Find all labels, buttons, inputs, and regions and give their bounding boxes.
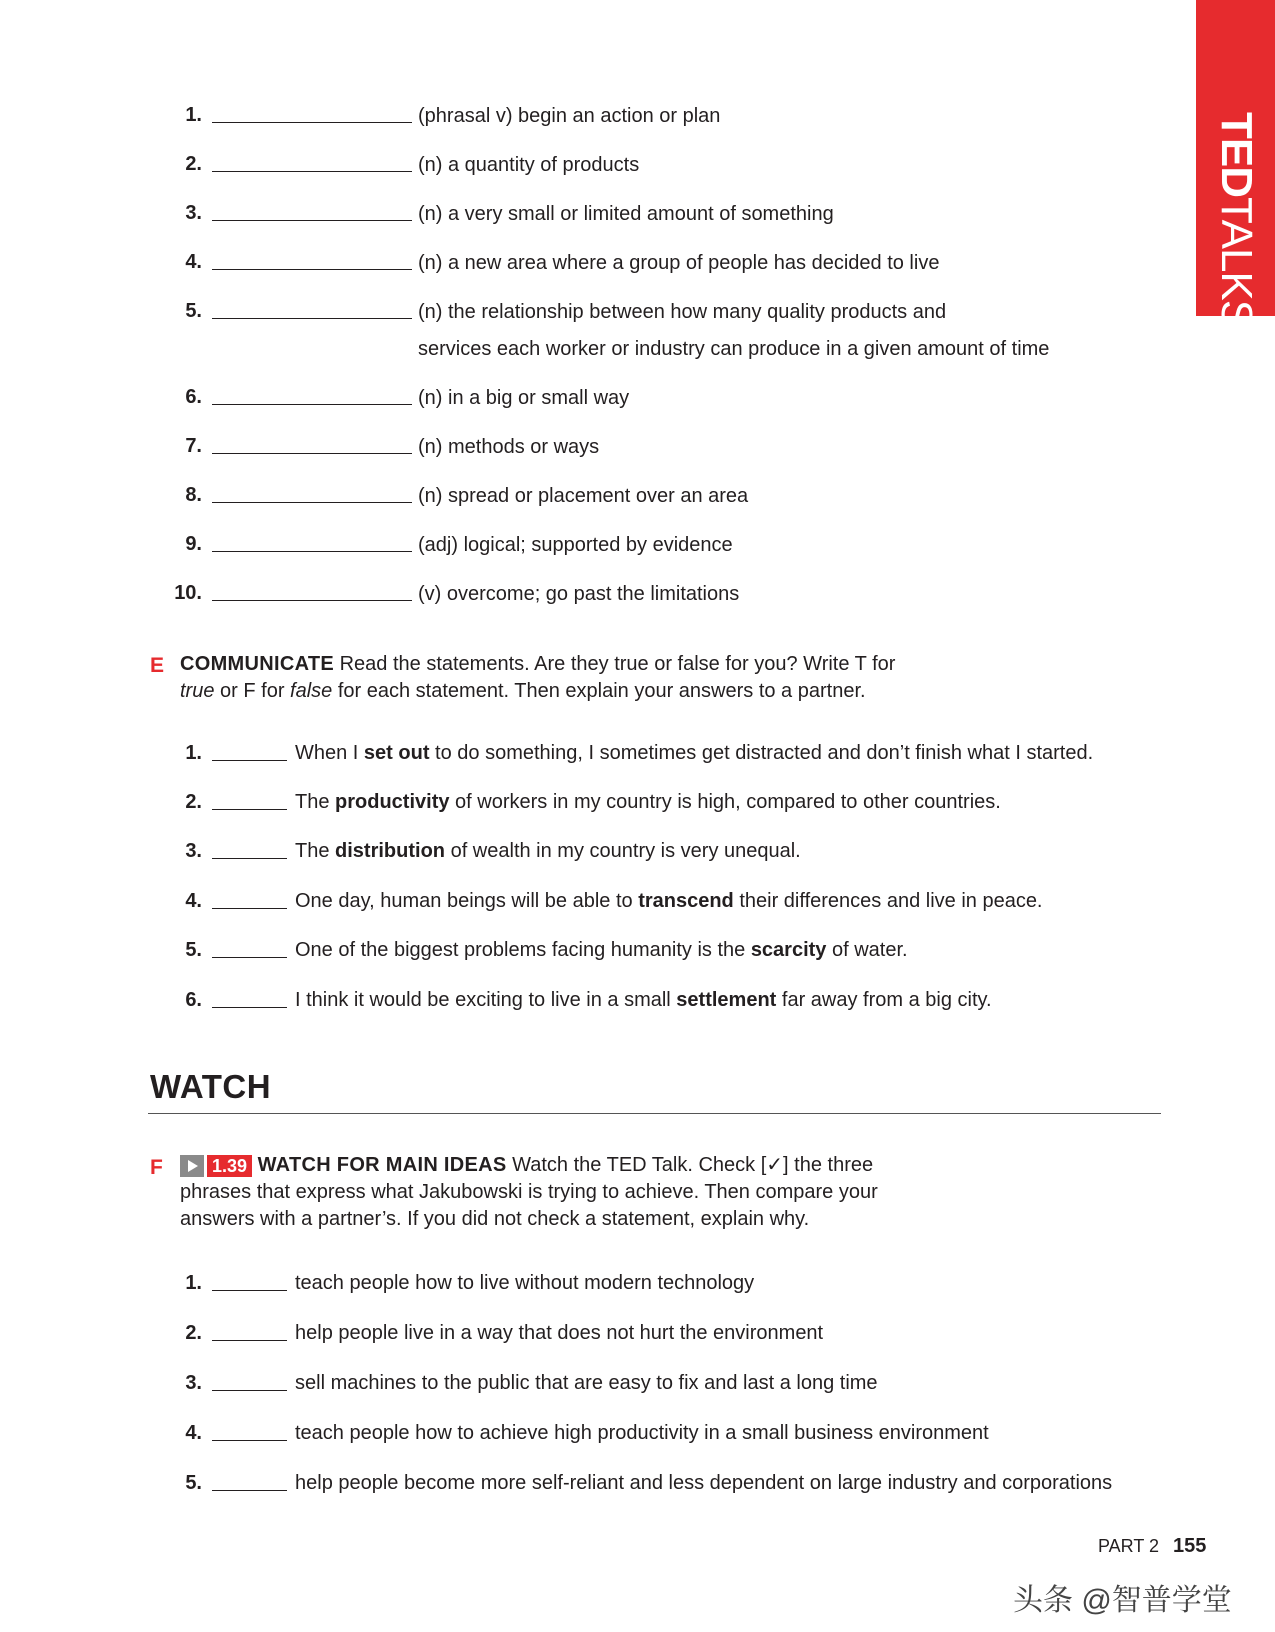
answer-blank[interactable] xyxy=(212,858,287,859)
item-text: teach people how to achieve high productivity in a small business environment xyxy=(295,1422,989,1444)
item-text: sell machines to the public that are easy to fix and last a long time xyxy=(295,1372,878,1394)
heading-divider xyxy=(148,1113,1161,1114)
section-heading-watch: WATCH xyxy=(150,1068,272,1105)
answer-blank[interactable] xyxy=(212,122,412,123)
definition-continued: services each worker or industry can produce in a given amount of time xyxy=(418,338,1050,360)
statement-text: One of the biggest problems facing humanity is the scarcity of water. xyxy=(295,939,908,961)
definition: (n) a very small or limited amount of something xyxy=(418,203,834,225)
ted-talks-logo: TEDTALKS xyxy=(1212,112,1261,329)
section-e-instructions: COMMUNICATE Read the statements. Are they true or false for you? Write T for true or F for false for each statement. Then explain your answers to a partner. xyxy=(180,653,896,702)
answer-blank[interactable] xyxy=(212,1007,287,1008)
video-media-badge[interactable] xyxy=(180,1155,252,1177)
item-number: 3. xyxy=(185,840,202,862)
item-number: 6. xyxy=(185,989,202,1011)
answer-blank[interactable] xyxy=(212,809,287,810)
definition: (phrasal v) begin an action or plan xyxy=(418,105,721,127)
answer-blank[interactable] xyxy=(212,600,412,601)
answer-blank[interactable] xyxy=(212,551,412,552)
definition: (n) a quantity of products xyxy=(418,154,640,176)
item-number: 4. xyxy=(185,890,202,912)
answer-blank[interactable] xyxy=(212,269,412,270)
answer-blank[interactable] xyxy=(212,908,287,909)
item-number: 6. xyxy=(185,386,202,408)
statement-text: One day, human beings will be able to transcend their differences and live in peace. xyxy=(295,890,1043,912)
section-caption: COMMUNICATE xyxy=(180,653,335,675)
section-letter-e: E xyxy=(150,654,165,677)
answer-blank[interactable] xyxy=(212,760,287,761)
statement-text: When I set out to do something, I sometimes get distracted and don’t finish what I started. xyxy=(295,742,1094,764)
play-icon[interactable] xyxy=(180,1155,204,1177)
answer-blank[interactable] xyxy=(212,957,287,958)
answer-blank[interactable] xyxy=(212,318,412,319)
definition: (v) overcome; go past the limitations xyxy=(418,583,740,605)
item-number: 2. xyxy=(185,153,202,175)
item-text: help people become more self-reliant and less dependent on large industry and corporations xyxy=(295,1472,1113,1494)
definition: (n) methods or ways xyxy=(418,436,600,458)
check-blank[interactable] xyxy=(212,1490,287,1491)
item-text: help people live in a way that does not hurt the environment xyxy=(295,1322,824,1344)
statement-text: I think it would be exciting to live in a small settlement far away from a big city. xyxy=(295,989,992,1011)
definition: (adj) logical; supported by evidence xyxy=(418,534,733,556)
check-blank[interactable] xyxy=(212,1290,287,1291)
statement-text: The distribution of wealth in my country is very unequal. xyxy=(295,840,801,862)
answer-blank[interactable] xyxy=(212,502,412,503)
page-number: 155 xyxy=(1173,1535,1207,1557)
item-text: teach people how to live without modern technology xyxy=(295,1272,755,1294)
item-number: 10. xyxy=(174,582,202,604)
answer-blank[interactable] xyxy=(212,220,412,221)
item-number: 1. xyxy=(185,1272,202,1294)
item-number: 5. xyxy=(185,939,202,961)
watermark: 头条 @智普学堂 xyxy=(1013,1584,1232,1617)
check-blank[interactable] xyxy=(212,1340,287,1341)
item-number: 5. xyxy=(185,300,202,322)
definition: (n) the relationship between how many quality products and xyxy=(418,301,947,323)
definition: (n) spread or placement over an area xyxy=(418,485,749,507)
section-f-instructions: 1.39 WATCH FOR MAIN IDEAS Watch the TED Talk. Check [✓] the three phrases that express what Jakubowski is trying to achieve. Then compare your answers with a partner’s. If you did not check a statement, explain why. xyxy=(180,1154,878,1230)
check-blank[interactable] xyxy=(212,1440,287,1441)
item-number: 3. xyxy=(185,202,202,224)
answer-blank[interactable] xyxy=(212,404,412,405)
statement-text: The productivity of workers in my country is high, compared to other countries. xyxy=(295,791,1001,813)
section-caption: WATCH FOR MAIN IDEAS xyxy=(257,1154,507,1176)
item-number: 5. xyxy=(185,1472,202,1494)
item-number: 8. xyxy=(185,484,202,506)
item-number: 2. xyxy=(185,1322,202,1344)
part-label: PART 2 xyxy=(1098,1536,1160,1556)
section-letter-f: F xyxy=(150,1156,163,1179)
check-blank[interactable] xyxy=(212,1390,287,1391)
definition: (n) in a big or small way xyxy=(418,387,630,409)
answer-blank[interactable] xyxy=(212,453,412,454)
item-number: 9. xyxy=(185,533,202,555)
answer-blank[interactable] xyxy=(212,171,412,172)
item-number: 4. xyxy=(185,251,202,273)
item-number: 7. xyxy=(185,435,202,457)
item-number: 1. xyxy=(185,104,202,126)
item-number: 2. xyxy=(185,791,202,813)
definition: (n) a new area where a group of people has decided to live xyxy=(418,252,940,274)
media-code: 1.39 xyxy=(207,1155,252,1177)
page-footer xyxy=(1098,1535,1206,1558)
item-number: 4. xyxy=(185,1422,202,1444)
item-number: 3. xyxy=(185,1372,202,1394)
item-number: 1. xyxy=(185,742,202,764)
